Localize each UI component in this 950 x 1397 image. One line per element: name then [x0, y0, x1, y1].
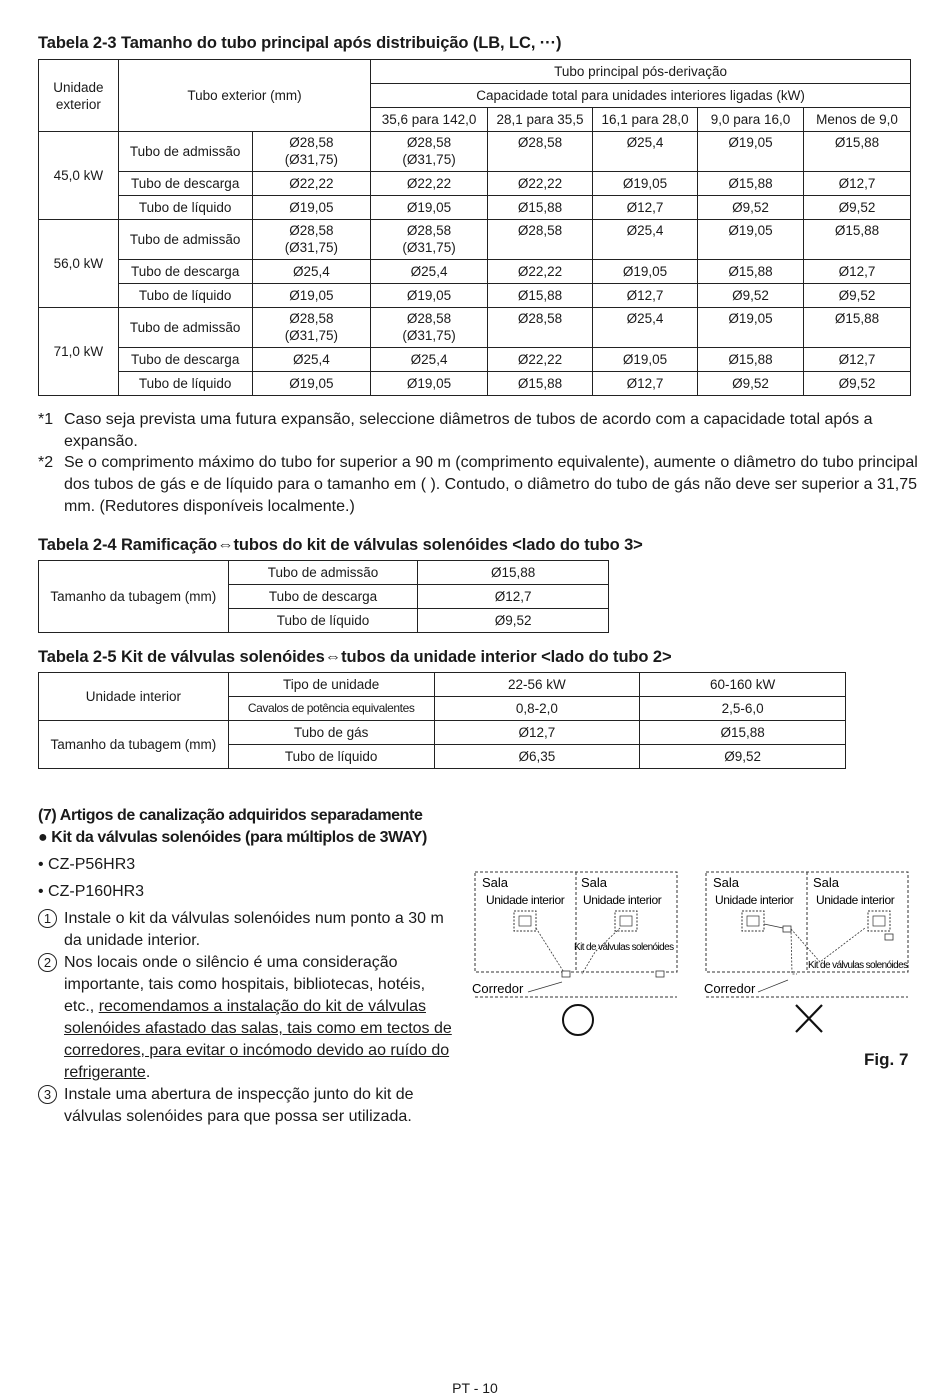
- unit-type-label: Tipo de unidade: [228, 673, 434, 697]
- col-header: Menos de 9,0: [804, 108, 911, 132]
- liquid-pipe-b: Ø9,52: [640, 745, 846, 769]
- pipe-value: Ø12,7: [804, 260, 911, 284]
- outer-pipe-value: Ø19,05: [252, 284, 371, 308]
- outdoor-unit-capacity: 56,0 kW: [39, 220, 119, 308]
- pipe-value: Ø15,88: [418, 561, 609, 585]
- pipe-diameter-alt: (Ø31,75): [402, 240, 456, 255]
- instruction-2: [38, 952, 458, 1084]
- pipe-line: [791, 928, 865, 962]
- pipe-value: Ø12,7: [593, 196, 698, 220]
- pipe-value: [698, 220, 804, 260]
- pipe-label: Tubo de descarga: [118, 172, 252, 196]
- pipe-value: Ø9,52: [698, 196, 804, 220]
- valve-kit-icon: [562, 971, 570, 977]
- pipe-value: Ø15,88: [487, 196, 592, 220]
- footnote-text: Se o comprimento máximo do tubo for superior a 90 m (comprimento equivalente), aumente o diâmetro do tubo principal dos tubos de gás e de líquido para o tamanho em ( ). Contudo, o diâmetro do tubo de gás não deve ser superior a 31,75 mm. (Redutores disponíveis localmente.): [64, 454, 918, 515]
- pipe-line: [764, 924, 783, 928]
- indoor-unit-icon: [873, 916, 885, 926]
- pipe-line: [536, 928, 570, 974]
- room-label: Sala: [713, 875, 740, 890]
- pipe-diameter-alt: (Ø31,75): [284, 152, 338, 167]
- pipe-value: [487, 132, 592, 172]
- table-row: [39, 284, 911, 308]
- correct-layout: [472, 872, 677, 1035]
- section-heading: (7) Artigos de canalização adquiridos separadamente: [38, 807, 423, 824]
- liquid-pipe-a: Ø6,35: [434, 745, 640, 769]
- pipe-value: Ø19,05: [371, 196, 488, 220]
- pipe-value: [804, 308, 911, 348]
- pipe-size-label: Tamanho da tubagem (mm): [39, 721, 229, 769]
- pipe-value: Ø19,05: [371, 372, 488, 396]
- pipe-diameter: Ø25,4: [626, 311, 664, 326]
- pipe-diameter-alt: (Ø31,75): [284, 240, 338, 255]
- pipe-value: [371, 220, 488, 260]
- pipe-value: [371, 132, 488, 172]
- valve-kit-icon: [783, 926, 791, 932]
- pipe-diameter: Ø19,05: [728, 223, 773, 238]
- pipe-diameter: Ø28,58: [406, 135, 452, 150]
- col-header: 28,1 para 35,5: [487, 108, 592, 132]
- outer-pipe-value: Ø25,4: [252, 260, 371, 284]
- outer-pipe-value: Ø22,22: [252, 172, 371, 196]
- pipe-value: Ø12,7: [804, 348, 911, 372]
- pipe-diameter: Ø25,4: [626, 223, 664, 238]
- pipe-value: Ø9,52: [804, 284, 911, 308]
- indoor-unit-icon: [620, 916, 632, 926]
- valve-kit-icon: [885, 934, 893, 940]
- circled-number: 3: [38, 1085, 57, 1104]
- section-bullet: ● Kit da válvulas solenóides (para múltiplos de 3WAY): [38, 829, 427, 846]
- figure-7-diagram: [470, 862, 940, 1052]
- pipe-label: Tubo de admissão: [118, 308, 252, 348]
- footnote-1: [38, 409, 918, 452]
- incorrect-layout: [704, 872, 908, 1032]
- pipe-diameter: Ø15,88: [834, 311, 880, 326]
- pipe-value: Ø22,22: [487, 348, 592, 372]
- col-header: 9,0 para 16,0: [698, 108, 804, 132]
- pipe-value: [698, 308, 804, 348]
- indoor-unit-icon: [519, 916, 531, 926]
- pipe-diameter: Ø15,88: [834, 135, 880, 150]
- gas-pipe-b: Ø15,88: [640, 721, 846, 745]
- instruction-text: Instale o kit da válvulas solenóides num ponto a 30 m da unidade interior.: [64, 910, 444, 949]
- footnote-mark: *2: [38, 454, 54, 472]
- text-part: .: [145, 1064, 151, 1081]
- pipe-diameter: Ø28,58: [289, 223, 334, 238]
- room-label: Sala: [581, 875, 608, 890]
- pipe-label: Tubo de líquido: [228, 609, 418, 633]
- pipe-value: Ø15,88: [487, 284, 592, 308]
- outdoor-unit-capacity: 71,0 kW: [39, 308, 119, 396]
- pipe-label: Tubo de admissão: [118, 220, 252, 260]
- indoor-unit-icon: [615, 911, 637, 931]
- leader-line: [758, 980, 788, 992]
- unit-type-b: 60-160 kW: [640, 673, 846, 697]
- horsepower-label: Cavalos de potência equivalentes: [228, 697, 434, 721]
- pipe-value: Ø19,05: [593, 348, 698, 372]
- horsepower-a: 0,8-2,0: [434, 697, 640, 721]
- section-7: [38, 805, 458, 1128]
- table-row: [39, 172, 911, 196]
- outer-pipe-value: [252, 132, 371, 172]
- table-2-4-title: Tabela 2-4 Ramificação⇔tubos do kit de válvulas solenóides <lado do tubo 3>: [38, 536, 643, 554]
- pipe-value: [804, 220, 911, 260]
- instruction-text: [64, 952, 458, 1084]
- pipe-value: [487, 220, 592, 260]
- model-item: • CZ-P56HR3: [38, 856, 136, 873]
- header-capacity: Capacidade total para unidades interiores ligadas (kW): [371, 84, 911, 108]
- table-2-5-title: Tabela 2-5 Kit de válvulas solenóides⇔tubos da unidade interior <lado do tubo 2>: [38, 648, 672, 666]
- instruction-1: [38, 908, 458, 952]
- pipe-line: [791, 929, 797, 974]
- pipe-value: Ø15,88: [698, 172, 804, 196]
- gas-pipe-a: Ø12,7: [434, 721, 640, 745]
- pipe-diameter-alt: (Ø31,75): [284, 328, 338, 343]
- pipe-value: Ø22,22: [487, 172, 592, 196]
- outer-pipe-value: Ø19,05: [252, 372, 371, 396]
- table-row: [39, 220, 911, 260]
- instruction-text: Instale uma abertura de inspecção junto do kit de válvulas solenóides para que possa ser utilizada.: [64, 1086, 414, 1125]
- pipe-value: Ø9,52: [698, 284, 804, 308]
- pipe-value: Ø22,22: [487, 260, 592, 284]
- liquid-pipe-label: Tubo de líquido: [228, 745, 434, 769]
- indoor-label: Unidade interior: [486, 893, 565, 907]
- indoor-label: Unidade interior: [715, 893, 794, 907]
- pipe-diameter: Ø28,58: [517, 135, 563, 150]
- pipe-diameter-alt: (Ø31,75): [402, 328, 456, 343]
- circled-number: 2: [38, 953, 57, 972]
- pipe-value: Ø19,05: [593, 172, 698, 196]
- pipe-label: Tubo de líquido: [118, 284, 252, 308]
- pipe-label: Tubo de admissão: [228, 561, 418, 585]
- outer-pipe-value: Ø19,05: [252, 196, 371, 220]
- pipe-value: Ø12,7: [418, 585, 609, 609]
- pipe-diameter-alt: (Ø31,75): [402, 152, 456, 167]
- circled-number: 1: [38, 909, 57, 928]
- leader-line: [528, 982, 562, 992]
- pipe-value: Ø9,52: [698, 372, 804, 396]
- gas-pipe-label: Tubo de gás: [228, 721, 434, 745]
- col-header: 16,1 para 28,0: [593, 108, 698, 132]
- pipe-value: Ø19,05: [593, 260, 698, 284]
- footnote-2: [38, 452, 918, 517]
- outer-pipe-value: [252, 308, 371, 348]
- figure-label: Fig. 7: [864, 1050, 909, 1069]
- header-unit: Unidade exterior: [39, 60, 119, 132]
- table-2-4: [38, 560, 609, 633]
- pipe-diameter: Ø19,05: [728, 135, 773, 150]
- page-number: PT - 10: [452, 1380, 498, 1396]
- corridor-label: Corredor: [472, 981, 524, 996]
- pipe-value: [593, 308, 698, 348]
- pipe-label: Tubo de líquido: [118, 372, 252, 396]
- pipe-label: Tubo de descarga: [118, 260, 252, 284]
- pipe-diameter: Ø25,4: [626, 135, 664, 150]
- horsepower-b: 2,5-6,0: [640, 697, 846, 721]
- col-header: 35,6 para 142,0: [371, 108, 488, 132]
- indoor-unit-icon: [868, 911, 890, 931]
- table-row: [39, 196, 911, 220]
- indoor-unit-icon: [514, 911, 536, 931]
- table-row: [39, 260, 911, 284]
- pipe-size-label: Tamanho da tubagem (mm): [39, 561, 229, 633]
- table-2-3: [38, 59, 911, 396]
- pipe-diameter: Ø15,88: [834, 223, 880, 238]
- outer-pipe-value: [252, 220, 371, 260]
- outer-pipe-value: Ø25,4: [252, 348, 371, 372]
- pipe-value: Ø25,4: [371, 348, 488, 372]
- pipe-diameter: Ø28,58: [517, 223, 563, 238]
- pipe-value: [487, 308, 592, 348]
- pipe-diameter: Ø28,58: [289, 135, 334, 150]
- valve-kit-icon: [656, 971, 664, 977]
- pipe-diameter: Ø19,05: [728, 311, 773, 326]
- pipe-value: Ø12,7: [804, 172, 911, 196]
- pipe-label: Tubo de descarga: [118, 348, 252, 372]
- text-part: Nos locais onde o silêncio é uma consideração importante, tais como hospitais, bibliotecas, hotéis, etc.,: [64, 954, 426, 1015]
- pipe-value: Ø15,88: [698, 348, 804, 372]
- room-label: Sala: [813, 875, 840, 890]
- pipe-label: Tubo de descarga: [228, 585, 418, 609]
- pipe-value: Ø15,88: [487, 372, 592, 396]
- pipe-diameter: Ø28,58: [406, 223, 452, 238]
- pipe-value: [371, 308, 488, 348]
- header-outer-pipe: Tubo exterior (mm): [118, 60, 370, 132]
- pipe-value: Ø9,52: [804, 372, 911, 396]
- pipe-value: Ø9,52: [804, 196, 911, 220]
- pipe-diameter: Ø28,58: [289, 311, 334, 326]
- pipe-diameter: Ø28,58: [406, 311, 452, 326]
- indoor-unit-label: Unidade interior: [39, 673, 229, 721]
- pipe-value: [698, 132, 804, 172]
- header-main-pipe: Tubo principal pós-derivação: [371, 60, 911, 84]
- pipe-value: [593, 220, 698, 260]
- pipe-diameter: Ø28,58: [517, 311, 563, 326]
- table-2-3-title: Tabela 2-3 Tamanho do tubo principal após distribuição (LB, LC, ···): [38, 34, 562, 52]
- table-2-5: [38, 672, 846, 769]
- indoor-unit-icon: [742, 911, 764, 931]
- table-row: [39, 308, 911, 348]
- table-row: [39, 348, 911, 372]
- unit-type-a: 22-56 kW: [434, 673, 640, 697]
- pipe-value: [804, 132, 911, 172]
- pipe-value: Ø19,05: [371, 284, 488, 308]
- valve-kit-label: Kit de válvulas solenóides: [808, 960, 908, 971]
- room-label: Sala: [482, 875, 509, 890]
- instruction-3: [38, 1084, 458, 1128]
- outdoor-unit-capacity: 45,0 kW: [39, 132, 119, 220]
- pipe-value: Ø12,7: [593, 372, 698, 396]
- correct-circle-icon: [563, 1005, 593, 1035]
- footnote-text: Caso seja prevista uma futura expansão, seleccione diâmetros de tubos de acordo com a capacidade total após a expansão.: [64, 411, 873, 450]
- pipe-value: Ø25,4: [371, 260, 488, 284]
- pipe-value: Ø15,88: [698, 260, 804, 284]
- pipe-value: Ø9,52: [418, 609, 609, 633]
- footnotes: [38, 409, 918, 518]
- table-row: [39, 132, 911, 172]
- model-item: • CZ-P160HR3: [38, 883, 145, 900]
- underlined-text: recomendamos a instalação do kit de válvulas solenóides afastado das salas, tais como em tectos de corredores, para evitar o incómodo devido ao ruído do refrigerante: [64, 998, 452, 1081]
- indoor-label: Unidade interior: [816, 893, 895, 907]
- footnote-mark: *1: [38, 411, 54, 428]
- pipe-label: Tubo de admissão: [118, 132, 252, 172]
- indoor-label: Unidade interior: [583, 893, 662, 907]
- pipe-value: Ø12,7: [593, 284, 698, 308]
- pipe-value: Ø22,22: [371, 172, 488, 196]
- corridor-label: Corredor: [704, 981, 756, 996]
- pipe-value: [593, 132, 698, 172]
- pipe-label: Tubo de líquido: [118, 196, 252, 220]
- table-row: [39, 372, 911, 396]
- valve-kit-label: Kit de válvulas solenóides: [574, 942, 674, 953]
- indoor-unit-icon: [747, 916, 759, 926]
